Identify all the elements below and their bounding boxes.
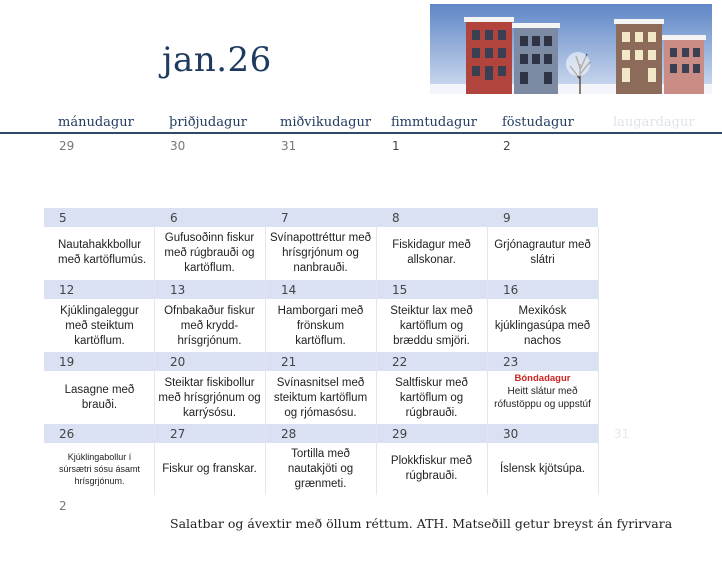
date-number: 8 bbox=[392, 211, 400, 225]
date-number: 6 bbox=[170, 211, 178, 225]
date-number: 12 bbox=[59, 283, 75, 297]
date-number: 9 bbox=[503, 211, 511, 225]
date-number: 7 bbox=[281, 211, 289, 225]
date-number: 31 bbox=[614, 427, 630, 441]
meal-cell: Plokkfiskur með rúgbrauði. bbox=[390, 455, 473, 482]
weekday-header: mánudagur bbox=[58, 115, 134, 130]
date-number: 5 bbox=[59, 211, 67, 225]
date-number: 23 bbox=[503, 355, 519, 369]
meal-cell: Fiskur og franskar. bbox=[162, 462, 257, 475]
weekday-header: föstudagur bbox=[502, 115, 574, 130]
date-number: 21 bbox=[281, 355, 297, 369]
weekday-header: þriðjudagur bbox=[169, 115, 247, 130]
date-number: 14 bbox=[281, 283, 297, 297]
special-day-title: Bóndadagur bbox=[514, 373, 571, 384]
meal-cell-special bbox=[487, 372, 598, 424]
meal-cell: Svínasnitsel með steiktum kartöflum og rjómasósu. bbox=[273, 376, 368, 419]
weekday-header: laugardagur bbox=[613, 115, 695, 130]
meal-cell: Steiktar fiskibollur með hrísgrjónum og karrýsósu. bbox=[158, 376, 261, 419]
weekday-header: fimmtudagur bbox=[391, 115, 477, 130]
meal-cell: Íslensk kjötsúpa. bbox=[499, 462, 585, 475]
date-number: 26 bbox=[59, 427, 75, 441]
date-number: 30 bbox=[170, 139, 186, 153]
meal-cell: Hamborgari með frönskum kartöflum. bbox=[277, 304, 364, 347]
meal-cell: Mexikósk kjúklingasúpa með nachos bbox=[494, 304, 591, 347]
meal-cell: Saltfiskur með kartöflum og rúgbrauði. bbox=[395, 376, 468, 419]
date-number: 15 bbox=[392, 283, 408, 297]
date-number: 2 bbox=[59, 499, 67, 513]
header-rule bbox=[0, 132, 722, 134]
date-number: 29 bbox=[392, 427, 408, 441]
meal-cell: Grjónagrautur með slátri bbox=[494, 239, 591, 266]
date-number: 28 bbox=[281, 427, 297, 441]
meal-cell: Lasagne með brauði. bbox=[64, 384, 135, 411]
date-number: 16 bbox=[503, 283, 519, 297]
meal-cell: Kjúklingabollur í súrsætri sósu ásamt hrísgrjónum. bbox=[58, 452, 141, 486]
date-number: 22 bbox=[392, 355, 408, 369]
week-band bbox=[44, 208, 598, 227]
date-number: 30 bbox=[503, 427, 519, 441]
townhouses-illustration bbox=[430, 4, 712, 104]
meal-cell: Fiskidagur með allskonar. bbox=[392, 239, 471, 266]
footer-note: Salatbar og ávextir með öllum réttum. ATH. Matseðill getur breyst án fyrirvara bbox=[170, 516, 673, 531]
meal-cell: Kjúklingaleggur með steiktum kartöflum. bbox=[60, 304, 139, 347]
weekday-header: miðvikudagur bbox=[280, 115, 372, 130]
date-number: 2 bbox=[503, 139, 511, 153]
date-number: 29 bbox=[59, 139, 75, 153]
date-number: 19 bbox=[59, 355, 75, 369]
meal-cell: Svínapottréttur með hrísgrjónum og nanbrauði. bbox=[270, 231, 371, 274]
date-number: 27 bbox=[170, 427, 186, 441]
date-number: 13 bbox=[170, 283, 186, 297]
meal-cell: Nautahakkbollur með kartöflumús. bbox=[58, 239, 147, 266]
meal-cell: Ofnbakaður fiskur með krydd-hrísgrjónum. bbox=[164, 304, 255, 347]
grid-line bbox=[598, 227, 599, 495]
meal-cell: Tortilla með nautakjöti og grænmeti. bbox=[287, 447, 354, 490]
special-meal-text: Heitt slátur með rófustöppu og uppstúf bbox=[494, 386, 591, 410]
date-number: 1 bbox=[392, 139, 400, 153]
meal-cell: Gufusoðinn fiskur með rúgbrauði og kartöflum. bbox=[164, 231, 255, 274]
date-number: 31 bbox=[281, 139, 297, 153]
date-number: 20 bbox=[170, 355, 186, 369]
meal-cell: Steiktur lax með kartöflum og bræddu smjöri. bbox=[390, 304, 473, 347]
month-title: jan.26 bbox=[162, 40, 272, 80]
